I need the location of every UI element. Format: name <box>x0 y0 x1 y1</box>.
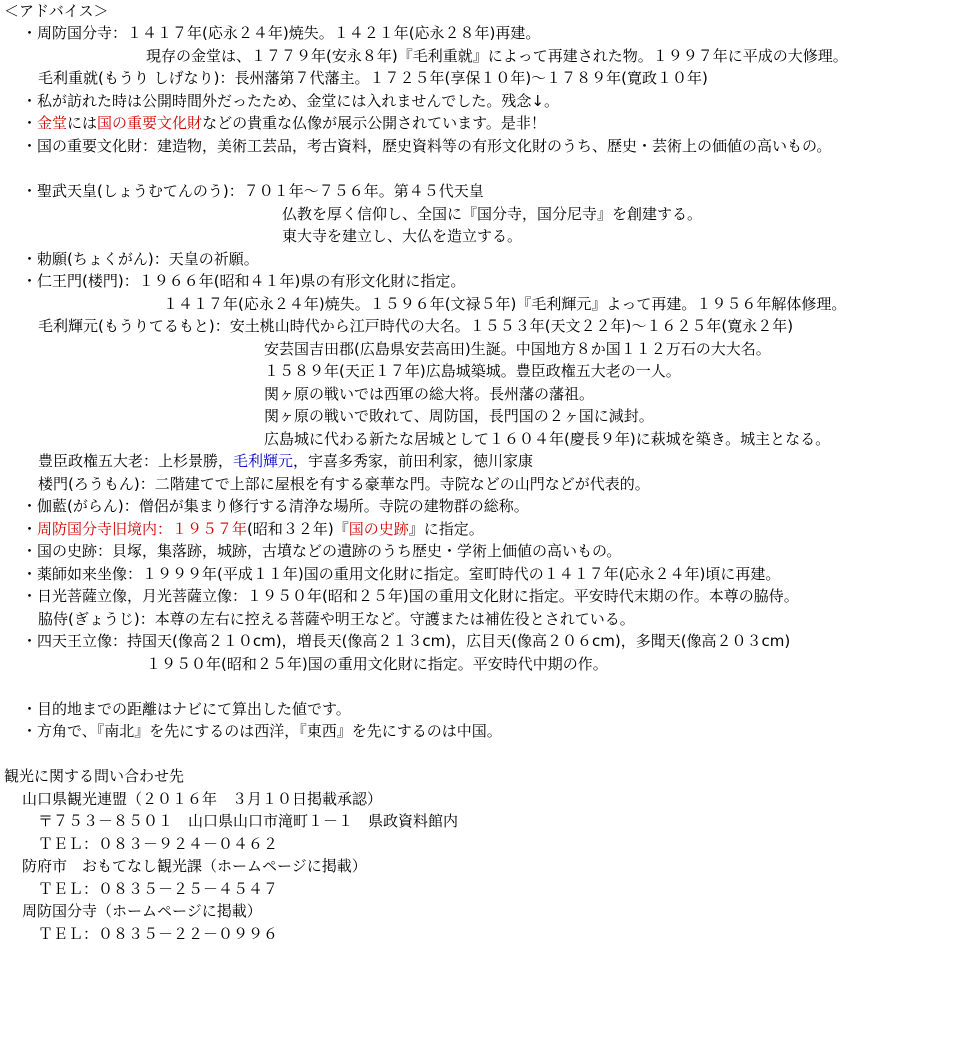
romon-definition: 楼門(ろうもん)：二階建てで上部に屋根を有する豪華な門。寺院などの山門などが代表的。 <box>38 475 650 493</box>
contact-heading: 観光に関する問い合わせ先 <box>4 767 185 785</box>
kokubunji-history: ・周防国分寺：１４１７年(応永２４年)焼失。１４２１年(応永２８年)再建。 <box>22 24 541 42</box>
terumoto-line5: 関ヶ原の戦いで敗れて、周防国，長門国の２ヶ国に減封。 <box>264 407 654 425</box>
bullet: ・ <box>22 520 38 538</box>
kondo-keyword: 金堂 <box>37 114 68 132</box>
gotairo-line <box>38 450 533 472</box>
contact-address: 〒７５３－８５０１ 山口県山口市滝町１－１ 県政資料館内 <box>38 812 459 830</box>
kyukeidai-mid: (昭和３２年)『 <box>247 520 349 538</box>
terumoto-line4: 関ヶ原の戦いでは西軍の総大将。長州藩の藩祖。 <box>264 385 595 403</box>
kondo-rebuild-note: 現存の金堂は、１７７９年(安永８年)『毛利重就』によって再建された物。１９９７年に平成の大修理。 <box>146 47 848 65</box>
nikko-gakko-note: ・日光菩薩立像，月光菩薩立像：１９５０年(昭和２５年)国の重用文化財に指定。平安時代末期の作。本尊の脇侍。 <box>22 587 799 605</box>
terumoto-line2: 安芸国吉田郡(広島県安芸高田)生誕。中国地方８か国１１２万石の大大名。 <box>264 340 771 358</box>
national-historic-site-keyword: 国の史跡 <box>348 520 409 538</box>
shomu-line1: ・聖武天皇(しょうむてんのう)：７０１年〜７５６年。第４５代天皇 <box>22 182 484 200</box>
kyukeidai-year: １９５７年 <box>172 520 248 538</box>
terumoto-line1: 毛利輝元(もうりてるもと)：安土桃山時代から江戸時代の大名。１５５３年(天文２２年)〜１６２５年(寛永２年) <box>38 317 794 335</box>
advice-heading: ＜アドバイス＞ <box>4 2 109 20</box>
terumoto-line3: １５８９年(天正１７年)広島城築城。豊臣政権五大老の一人。 <box>264 362 681 380</box>
kyukeidai-name: 周防国分寺旧境内： <box>37 520 173 538</box>
yakushi-note: ・薬師如来坐像：１９９９年(平成１１年)国の重用文化財に指定。室町時代の１４１７年(応永２４年)頃に再建。 <box>22 565 781 583</box>
shitenno-line2: １９５０年(昭和２５年)国の重用文化財に指定。平安時代中期の作。 <box>146 655 608 673</box>
terumoto-line6: 広島城に代わる新たな居城として１６０４年(慶長９年)に萩城を築き。城主となる。 <box>264 430 831 448</box>
contact-tel: ＴＥＬ：０８３５－２５－４５４７ <box>38 880 279 898</box>
direction-note: ・方角で、『南北』を先にするのは西洋，『東西』を先にするのは中国。 <box>22 722 502 740</box>
visit-note: ・私が訪れた時は公開時間外だったため、金堂には入れませんでした。残念↓。 <box>22 92 559 110</box>
kyukeidai-line <box>22 518 484 540</box>
terumoto-highlight: 毛利輝元 <box>233 452 294 470</box>
kondo-highlight-line <box>22 112 546 134</box>
shomu-line2: 仏教を厚く信仰し、全国に『国分寺，国分尼寺』を創建する。 <box>282 205 703 223</box>
shitenno-line1: ・四天王立像：持国天(像高２１０cm)，増長天(像高２１３cm)，広目天(像高２０６cm)，多聞天(像高２０３cm) <box>22 632 791 650</box>
kyukeidai-end: 』に指定。 <box>408 520 484 538</box>
kyoji-definition: 脇侍(ぎょうじ)：本尊の左右に控える菩薩や明王など。守護または補佐役とされている。 <box>38 610 635 628</box>
kondo-rest: などの貴重な仏像が展示公開されています。是非！ <box>202 114 546 132</box>
shomu-line3: 東大寺を建立し、大仏を造立する。 <box>282 227 523 245</box>
garan-definition: ・伽藍(がらん)：僧侶が集まり修行する清浄な場所。寺院の建物群の総称。 <box>22 497 529 515</box>
gotairo-before: 豊臣政権五大老：上杉景勝， <box>38 452 234 470</box>
particle: には <box>67 114 98 132</box>
niomon-line1: ・仁王門(楼門)：１９６６年(昭和４１年)県の有形文化財に指定。 <box>22 272 466 290</box>
gotairo-after: ，宇喜多秀家，前田利家，徳川家康 <box>293 452 534 470</box>
important-cultural-property-definition: ・国の重要文化財：建造物，美術工芸品，考古資料，歴史資料等の有形文化財のうち、歴史・芸術上の価値の高いもの。 <box>22 137 832 155</box>
distance-note: ・目的地までの距離はナビにて算出した値です。 <box>22 700 351 718</box>
shigenari-note: 毛利重就(もうり しげなり)：長州藩第７代藩主。１７２５年(享保１０年)〜１７８９年(寛政１０年) <box>38 69 708 87</box>
contact-name: 山口県観光連盟（２０１６年 ３月１０日掲載承認） <box>22 790 383 808</box>
contact-tel: ＴＥＬ：０８３５－２２－０９９６ <box>38 925 279 943</box>
important-cultural-property-keyword: 国の重要文化財 <box>97 114 203 132</box>
niomon-line2: １４１７年(応永２４年)焼失。１５９６年(文禄５年)『毛利輝元』よって再建。１９５６年解体修理。 <box>163 295 847 313</box>
chokugan-note: ・勅願(ちょくがん)：天皇の祈願。 <box>22 250 259 268</box>
historic-site-definition: ・国の史跡：貝塚，集落跡，城跡，古墳などの遺跡のうち歴史・学術上価値の高いもの。 <box>22 542 622 560</box>
contact-tel: ＴＥＬ：０８３－９２４－０４６２ <box>38 835 279 853</box>
bullet: ・ <box>22 114 38 132</box>
contact-name: 周防国分寺（ホームページに掲載） <box>22 902 262 920</box>
contact-name: 防府市 おもてなし観光課（ホームページに掲載） <box>22 857 367 875</box>
